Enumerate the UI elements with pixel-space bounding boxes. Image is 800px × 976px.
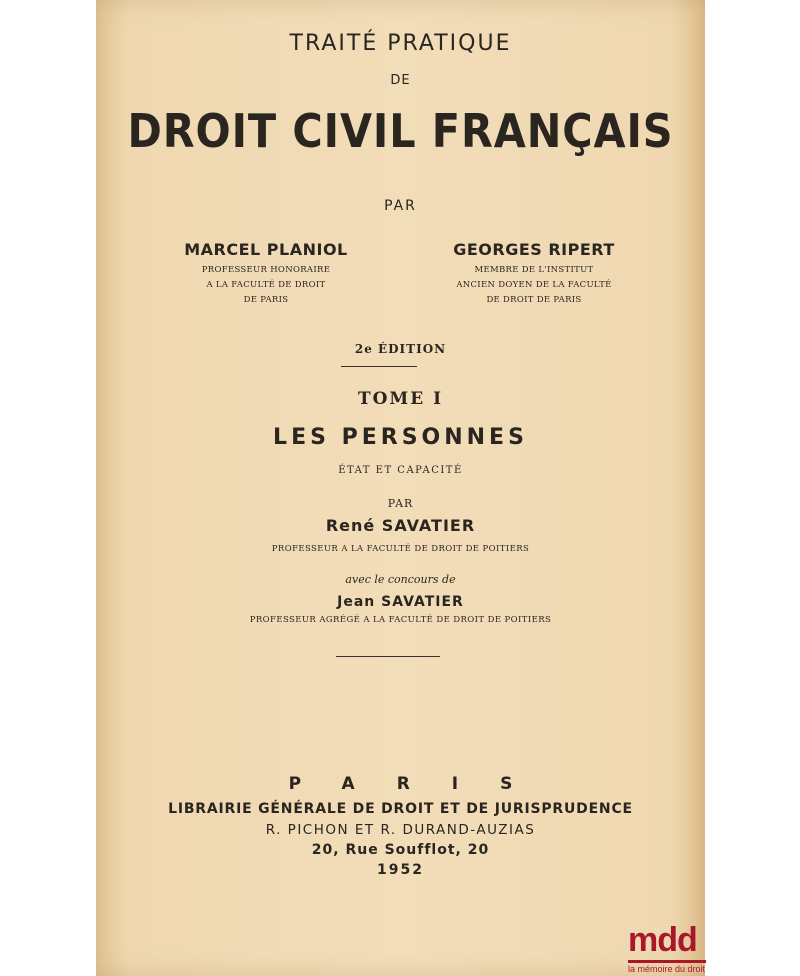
publication-year: 1952 — [377, 862, 424, 878]
volume-coauthor: Jean SAVATIER — [337, 594, 464, 610]
credential-line: MEMBRE DE L'INSTITUT — [474, 265, 594, 275]
credential-line: DE PARIS — [243, 295, 289, 305]
credential-line: A LA FACULTÉ DE DROIT — [206, 280, 326, 290]
publisher-city: PARIS — [288, 774, 555, 794]
logo-underline — [628, 960, 706, 963]
series-title-de: DE — [390, 73, 411, 88]
series-title: TRAITÉ PRATIQUE — [289, 31, 512, 56]
credential-line: DE DROIT DE PARIS — [486, 295, 582, 305]
publisher-owners: R. PICHON ET R. DURAND-AUZIAS — [265, 822, 536, 838]
publisher-address: 20, Rue Soufflot, 20 — [311, 842, 490, 858]
title-page — [96, 0, 705, 976]
edition-label: 2e ÉDITION — [354, 342, 447, 356]
credential-line: ANCIEN DOYEN DE LA FACULTÉ — [456, 280, 612, 290]
author-credentials — [156, 263, 376, 308]
author-planiol — [156, 240, 376, 308]
volume-coauthor-title: PROFESSEUR AGRÉGÉ A LA FACULTÉ DE DROIT DE POITIERS — [249, 615, 552, 625]
watermark-logo — [624, 920, 800, 976]
divider — [336, 656, 440, 657]
collaboration-note: avec le concours de — [345, 573, 456, 586]
book-title: DROIT CIVIL FRANÇAIS — [127, 104, 674, 158]
logo-mark: mdd — [628, 921, 697, 959]
volume-by-label: PAR — [387, 497, 414, 510]
by-label: PAR — [384, 198, 417, 214]
volume-number: TOME I — [357, 389, 444, 409]
divider — [341, 366, 417, 367]
author-name: MARCEL PLANIOL — [184, 240, 348, 259]
volume-author: René SAVATIER — [325, 516, 476, 535]
volume-subtitle: ÉTAT ET CAPACITÉ — [338, 465, 463, 476]
volume-subject: LES PERSONNES — [273, 425, 528, 450]
author-ripert — [414, 240, 654, 308]
author-name: GEORGES RIPERT — [453, 240, 615, 259]
author-credentials — [414, 263, 654, 308]
publisher-name: LIBRAIRIE GÉNÉRALE DE DROIT ET DE JURISPRUDENCE — [168, 801, 633, 817]
volume-author-title: PROFESSEUR A LA FACULTÉ DE DROIT DE POITIERS — [271, 544, 530, 554]
logo-tagline: la mémoire du droit — [628, 964, 706, 974]
credential-line: PROFESSEUR HONORAIRE — [201, 265, 331, 275]
